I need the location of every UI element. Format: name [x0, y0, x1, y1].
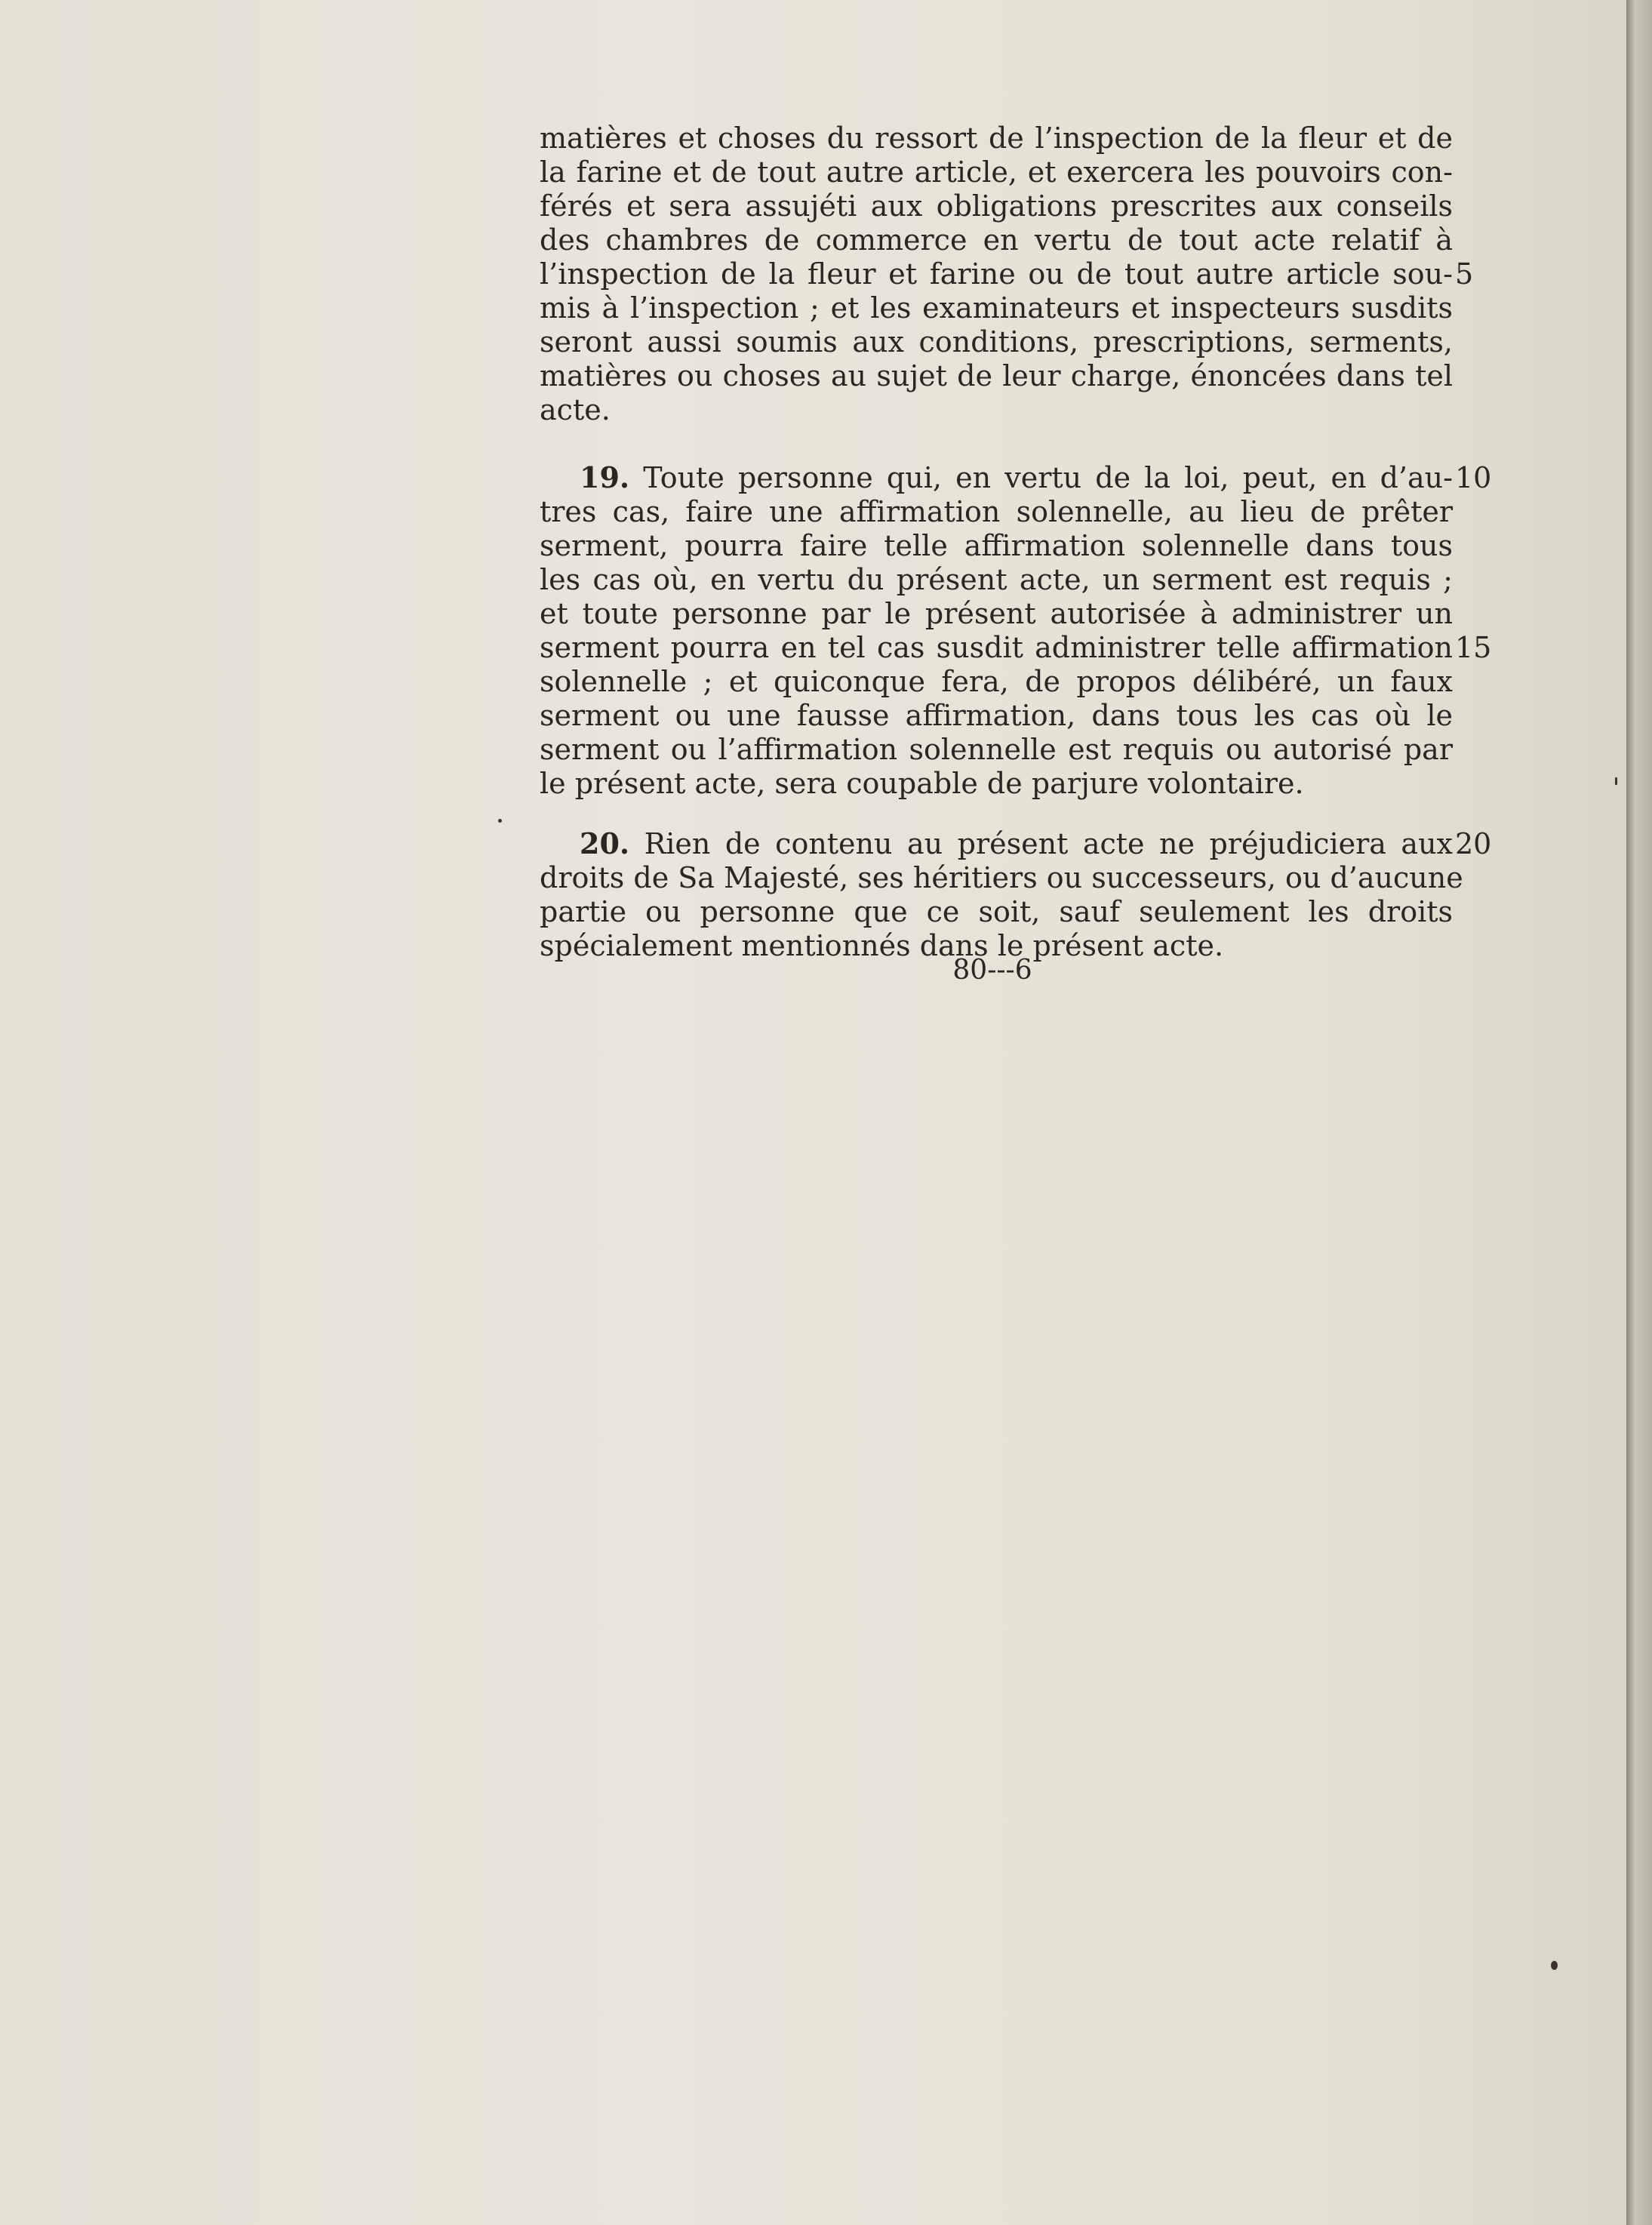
- line-number: 5: [1455, 257, 1474, 291]
- text-span: Rien de contenu au présent acte ne préjudiciera aux: [644, 827, 1453, 860]
- text-line: acte.: [540, 393, 611, 426]
- text-line: la farine et de tout autre article, et exercera les pouvoirs con-: [540, 155, 1453, 189]
- ink-speck: [498, 819, 502, 823]
- text-line: partie ou personne que ce soit, sauf seulement les droits: [540, 895, 1453, 928]
- section-19-first-line: [580, 460, 1453, 495]
- text-line: serment ou une fausse affirmation, dans tous les cas où le: [540, 699, 1453, 732]
- text-span: Toute personne qui, en vertu de la loi, peut, en d’au-: [643, 461, 1453, 494]
- ink-speck: [1551, 1961, 1558, 1970]
- text-line: férés et sera assujéti aux obligations prescrites aux conseils: [540, 189, 1453, 223]
- text-line: serment, pourra faire telle affirmation solennelle dans tous: [540, 529, 1453, 562]
- text-line: tres cas, faire une affirmation solennelle, au lieu de prêter: [540, 495, 1453, 528]
- signature-mark: 80---6: [952, 955, 1032, 986]
- ink-speck: [1615, 777, 1617, 785]
- text-line: matières et choses du ressort de l’inspection de la fleur et de: [540, 122, 1453, 155]
- text-line: le présent acte, sera coupable de parjure volontaire.: [540, 767, 1304, 800]
- text-line: et toute personne par le présent autorisée à administrer un: [540, 597, 1453, 630]
- text-line: solennelle ; et quiconque fera, de propos délibéré, un faux: [540, 665, 1453, 698]
- line-number: 15: [1455, 631, 1492, 664]
- page-binding-edge: [1626, 0, 1652, 2225]
- text-line: droits de Sa Majesté, ses héritiers ou successeurs, ou d’aucune: [540, 861, 1463, 894]
- text-line: matières ou choses au sujet de leur charge, énoncées dans tel: [540, 359, 1453, 392]
- section-20-first-line: [580, 826, 1453, 861]
- text-line: des chambres de commerce en vertu de tout acte relatif à: [540, 223, 1453, 257]
- text-line: mis à l’inspection ; et les examinateurs et inspecteurs susdits: [540, 291, 1453, 325]
- text-line: serment ou l’affirmation solennelle est requis ou autorisé par: [540, 733, 1453, 766]
- text-line: seront aussi soumis aux conditions, prescriptions, serments,: [540, 325, 1453, 359]
- text-line: les cas où, en vertu du présent acte, un serment est requis ;: [540, 563, 1453, 596]
- text-line: serment pourra en tel cas susdit administrer telle affirmation: [540, 631, 1453, 664]
- text-line: spécialement mentionnés dans le présent acte.: [540, 929, 1224, 962]
- line-number: 20: [1455, 827, 1492, 860]
- line-number: 10: [1455, 461, 1492, 494]
- section-number: 19.: [580, 460, 630, 494]
- section-number: 20.: [580, 826, 630, 860]
- text-line: l’inspection de la fleur et farine ou de tout autre article sou-: [540, 257, 1453, 291]
